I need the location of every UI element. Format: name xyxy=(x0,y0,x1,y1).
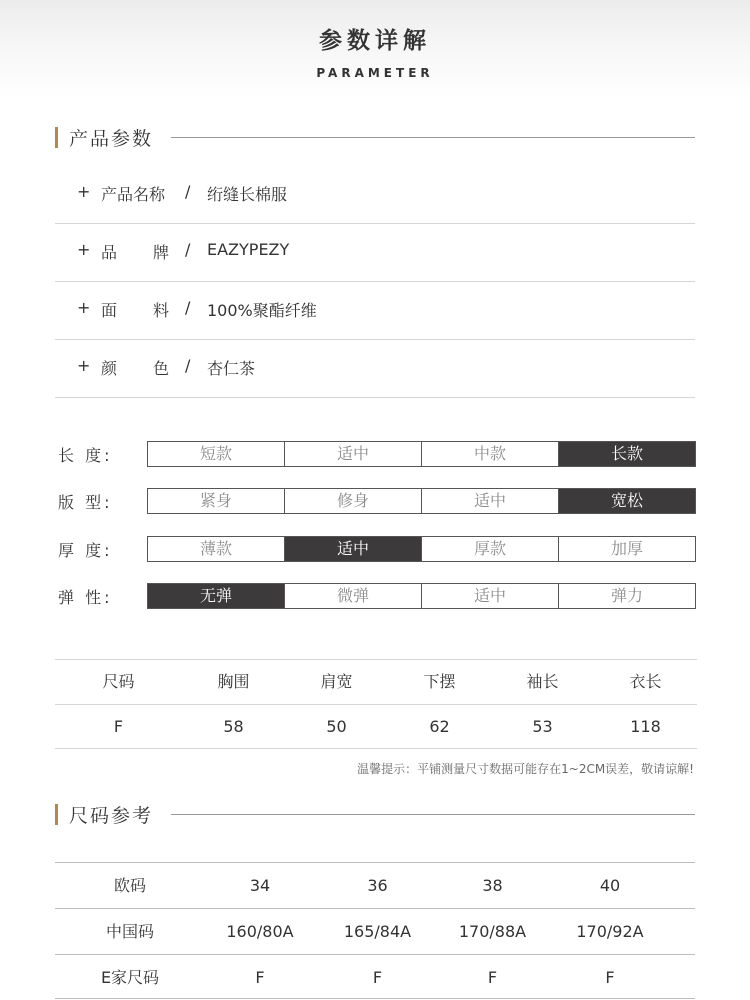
attribute-option: 短款 xyxy=(148,442,285,466)
size-reference-table xyxy=(55,862,695,999)
param-key: 品 xyxy=(101,243,118,262)
row-label: 中国码 xyxy=(105,922,154,941)
param-value: 杏仁茶 xyxy=(207,359,256,378)
plus: + xyxy=(77,356,91,375)
attribute-label: 厚 度: xyxy=(58,541,113,560)
separator: / xyxy=(185,240,191,259)
table-cell: 170/88A xyxy=(458,922,527,941)
measurement-note: 温馨提示：平铺测量尺寸数据可能存在1~2CM误差，敬请谅解! xyxy=(357,762,694,776)
attribute-row xyxy=(58,536,698,562)
attribute-label: 弹 性: xyxy=(58,588,113,607)
table-cell: 165/84A xyxy=(343,922,412,941)
attribute-label: 版 型: xyxy=(58,493,113,512)
size-table xyxy=(55,659,697,749)
attribute-row xyxy=(58,583,698,609)
attribute-row xyxy=(58,488,698,514)
plus: + xyxy=(77,182,91,201)
table-cell: 50 xyxy=(326,717,347,736)
table-cell: 40 xyxy=(599,876,621,895)
attribute-scale xyxy=(147,583,696,609)
table-cell: 62 xyxy=(429,717,450,736)
separator: / xyxy=(185,356,191,375)
attribute-row xyxy=(58,441,698,467)
attribute-scale xyxy=(147,441,696,467)
attribute-scale xyxy=(147,536,696,562)
table-cell: F xyxy=(487,968,498,987)
page-title: 参数详解 xyxy=(319,28,431,54)
table-cell: 118 xyxy=(630,717,661,736)
param-key-suffix: 色 xyxy=(153,359,170,378)
table-cell: 胸围 xyxy=(217,672,250,691)
reference-section-title: 尺码参考 xyxy=(69,804,154,827)
table-row xyxy=(55,862,695,908)
table-cell: F xyxy=(605,968,615,987)
attribute-option-selected: 宽松 xyxy=(559,489,695,513)
param-value: 绗缝长棉服 xyxy=(207,185,288,204)
table-cell: 36 xyxy=(367,876,388,895)
table-cell: 尺码 xyxy=(102,672,135,691)
table-row xyxy=(55,704,697,749)
param-value: EAZYPEZY xyxy=(207,240,290,259)
plus: + xyxy=(77,240,91,259)
table-row xyxy=(55,954,695,999)
section-divider xyxy=(171,814,695,815)
param-key: 产品名称 xyxy=(101,185,166,204)
product-section-header xyxy=(55,125,695,149)
product-param-row xyxy=(55,166,695,224)
table-header-row xyxy=(55,659,697,704)
attribute-option-selected: 适中 xyxy=(285,537,422,561)
page-subtitle: PARAMETER xyxy=(316,66,434,80)
reference-section-header xyxy=(55,802,695,826)
separator: / xyxy=(185,298,191,317)
attribute-option: 加厚 xyxy=(610,539,643,558)
table-cell: 肩宽 xyxy=(320,672,353,691)
param-key: 颜 xyxy=(101,359,118,378)
attribute-option: 厚款 xyxy=(422,537,559,561)
product-param-row xyxy=(55,224,695,282)
section-accent-bar xyxy=(55,127,58,148)
table-cell: 衣长 xyxy=(629,672,662,691)
product-param-row xyxy=(55,340,695,398)
table-cell: F xyxy=(113,717,124,736)
attribute-option: 微弹 xyxy=(285,584,422,608)
table-cell: F xyxy=(255,968,265,987)
attribute-option: 适中 xyxy=(422,584,559,608)
attribute-option: 修身 xyxy=(285,489,422,513)
param-key-suffix: 牌 xyxy=(153,243,170,262)
attribute-option: 适中 xyxy=(422,489,559,513)
row-label: 欧码 xyxy=(113,876,146,895)
attribute-option: 中款 xyxy=(422,442,559,466)
product-param-row xyxy=(55,282,695,340)
plus: + xyxy=(77,298,91,317)
param-value: 100%聚酯纤维 xyxy=(207,301,317,320)
table-cell: 160/80A xyxy=(226,922,294,941)
table-row xyxy=(55,908,695,954)
row-label: E家尺码 xyxy=(100,968,160,987)
section-divider xyxy=(171,137,695,138)
table-cell: 58 xyxy=(223,717,244,736)
table-cell: F xyxy=(372,968,383,987)
attribute-option: 薄款 xyxy=(148,537,285,561)
attribute-option: 紧身 xyxy=(148,489,285,513)
table-cell: 下摆 xyxy=(423,672,456,691)
table-cell: 53 xyxy=(532,717,553,736)
table-cell: 袖长 xyxy=(526,672,559,691)
table-cell: 170/92A xyxy=(576,922,644,941)
separator: / xyxy=(185,182,191,201)
param-key: 面 xyxy=(101,301,118,320)
attribute-scale xyxy=(147,488,696,514)
section-accent-bar xyxy=(55,804,58,825)
attribute-label: 长 度: xyxy=(58,446,113,465)
attribute-option: 适中 xyxy=(285,442,422,466)
param-key-suffix: 料 xyxy=(153,301,170,320)
attribute-option: 弹力 xyxy=(610,586,643,605)
table-cell: 34 xyxy=(249,876,271,895)
product-section-title: 产品参数 xyxy=(69,127,154,150)
table-cell: 38 xyxy=(482,876,503,895)
attribute-option-selected: 长款 xyxy=(559,442,695,466)
attribute-option-selected: 无弹 xyxy=(148,584,285,608)
